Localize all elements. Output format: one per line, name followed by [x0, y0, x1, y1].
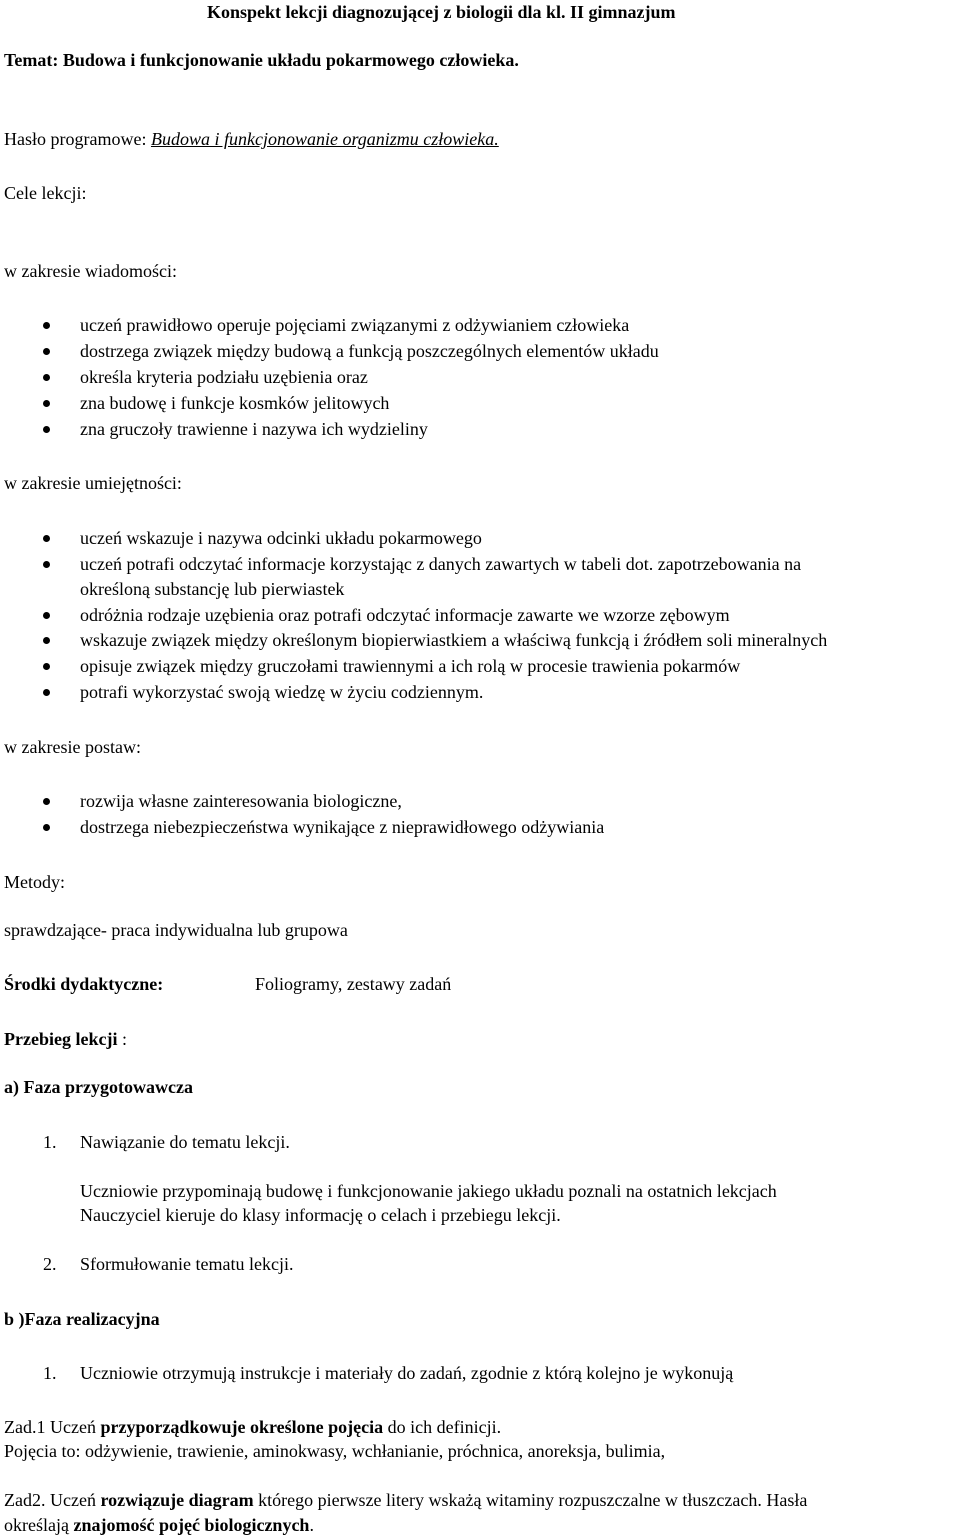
bullet-icon — [43, 637, 50, 644]
course-label: Przebieg lekcji — [4, 1029, 118, 1049]
list-item: zna budowę i funkcje kosmków jelitowych — [80, 393, 390, 413]
program-slogan — [4, 128, 499, 150]
course-suffix: : — [117, 1029, 127, 1049]
task2-bold2: znajomość pojęć biologicznych — [73, 1515, 310, 1535]
list-item: dostrzega związek między budową a funkcją poszczególnych elementów układu — [80, 341, 659, 361]
task2-line2-prefix: określają — [4, 1515, 74, 1535]
methods-text: sprawdzające- praca indywidualna lub grupowa — [4, 920, 348, 940]
bullet-icon — [43, 374, 50, 381]
list-item: wskazuje związek między określonym biopierwiastkiem a właściwą funkcją i źródłem soli mineralnych — [80, 630, 828, 650]
aids-value: Foliogramy, zestawy zadań — [255, 974, 452, 994]
list-item: zna gruczoły trawienne i nazywa ich wydzieliny — [80, 419, 428, 439]
list-item: rozwija własne zainteresowania biologiczne, — [80, 791, 402, 811]
phase-a-item1-number: 1. — [43, 1132, 57, 1152]
phase-a-para2: Nauczyciel kieruje do klasy informację o celach i przebiegu lekcji. — [80, 1205, 561, 1225]
task2-end: . — [309, 1515, 314, 1535]
program-label: Hasło programowe: — [4, 129, 151, 149]
task2-line2 — [4, 1514, 314, 1536]
task2-bold1: rozwiązuje diagram — [100, 1490, 254, 1510]
list-item: uczeń wskazuje i nazywa odcinki układu pokarmowego — [80, 528, 482, 548]
phase-a-item2-number: 2. — [43, 1254, 57, 1274]
bullet-icon — [43, 663, 50, 670]
skills-heading: w zakresie umiejętności: — [4, 473, 182, 493]
phase-a-item1: Nawiązanie do tematu lekcji. — [80, 1132, 290, 1152]
course-heading — [4, 1028, 127, 1050]
task2-prefix: Zad2. Uczeń — [4, 1490, 101, 1510]
task1-prefix: Zad.1 Uczeń — [4, 1417, 101, 1437]
aids-label: Środki dydaktyczne: — [4, 974, 164, 994]
task2-middle: którego pierwsze litery wskażą witaminy rozpuszczalne w tłuszczach. Hasła — [253, 1490, 808, 1510]
list-item: dostrzega niebezpieczeństwa wynikające z nieprawidłowego odżywiania — [80, 817, 605, 837]
task1-concepts: Pojęcia to: odżywienie, trawienie, aminokwasy, wchłanianie, próchnica, anoreksja, bulimia, — [4, 1441, 666, 1461]
list-item: potrafi wykorzystać swoją wiedzę w życiu codziennym. — [80, 682, 484, 702]
bullet-icon — [43, 400, 50, 407]
phase-b-item1: Uczniowie otrzymują instrukcje i materiały do zadań, zgodnie z którą kolejno je wykonują — [80, 1363, 734, 1383]
task1-bold: przyporządkowuje określone pojęcia — [100, 1417, 384, 1437]
document-title: Konspekt lekcji diagnozującej z biologii dla kl. II gimnazjum — [207, 2, 676, 22]
bullet-icon — [43, 348, 50, 355]
phase-b-item1-number: 1. — [43, 1363, 57, 1383]
goals-heading: Cele lekcji: — [4, 183, 87, 203]
task2-line1 — [4, 1489, 807, 1511]
methods-heading: Metody: — [4, 872, 65, 892]
lesson-topic: Temat: Budowa i funkcjonowanie układu pokarmowego człowieka. — [4, 50, 519, 70]
bullet-icon — [43, 824, 50, 831]
bullet-icon — [43, 561, 50, 568]
attitudes-heading: w zakresie postaw: — [4, 737, 141, 757]
phase-a-para1: Uczniowie przypominają budowę i funkcjonowanie jakiego układu poznali na ostatnich lekcjach — [80, 1181, 777, 1201]
task1-line — [4, 1416, 501, 1438]
task1-suffix: do ich definicji. — [383, 1417, 502, 1437]
list-item: uczeń prawidłowo operuje pojęciami związanymi z odżywianiem człowieka — [80, 315, 630, 335]
list-item: określa kryteria podziału uzębienia oraz — [80, 367, 368, 387]
list-item: odróżnia rodzaje uzębienia oraz potrafi odczytać informacje zawarte we wzorze zębowym — [80, 605, 730, 625]
bullet-icon — [43, 322, 50, 329]
phase-a-heading: a) Faza przygotowawcza — [4, 1077, 193, 1097]
program-value: Budowa i funkcjonowanie organizmu człowieka. — [150, 129, 499, 149]
bullet-icon — [43, 612, 50, 619]
list-item: opisuje związek między gruczołami trawiennymi a ich rolą w procesie trawienia pokarmów — [80, 656, 741, 676]
bullet-icon — [43, 689, 50, 696]
bullet-icon — [43, 798, 50, 805]
knowledge-heading: w zakresie wiadomości: — [4, 261, 177, 281]
list-item: uczeń potrafi odczytać informacje korzystając z danych zawartych w tabeli dot. zapotrzebowania na — [80, 554, 802, 574]
phase-b-heading: b )Faza realizacyjna — [4, 1309, 160, 1329]
bullet-icon — [43, 535, 50, 542]
bullet-icon — [43, 426, 50, 433]
phase-a-item2: Sformułowanie tematu lekcji. — [80, 1254, 294, 1274]
list-item-continuation: określoną substancję lub pierwiastek — [80, 579, 345, 599]
